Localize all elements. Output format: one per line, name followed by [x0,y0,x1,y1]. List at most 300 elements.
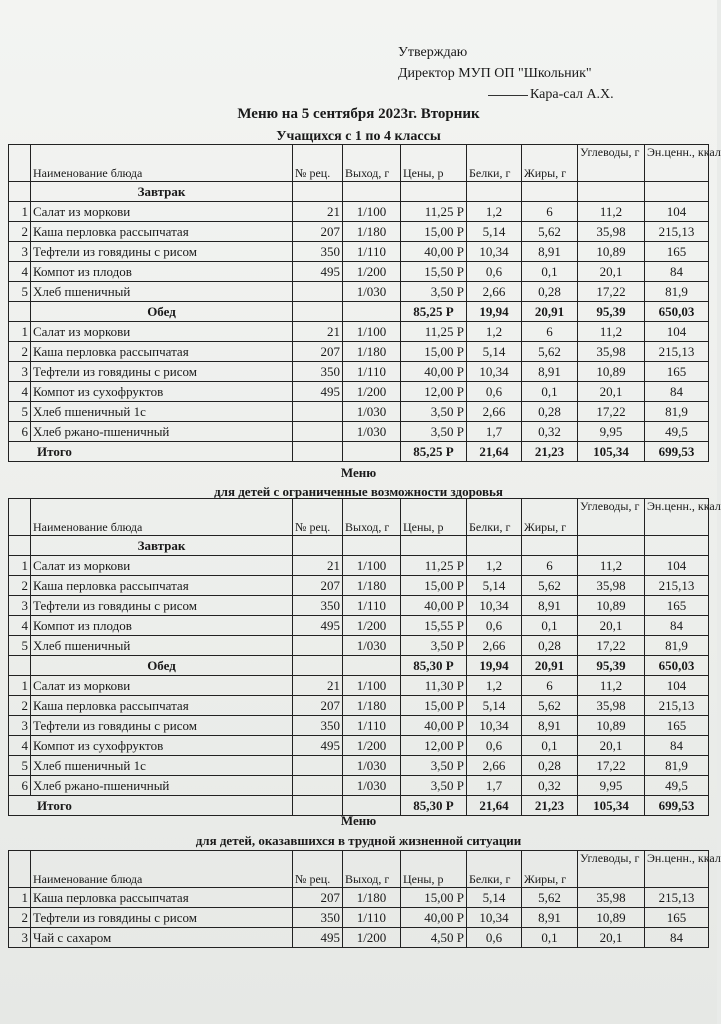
cell-recipe: 21 [293,202,343,222]
cell-price: 40,00 Р [401,596,467,616]
cell-fat: 5,62 [522,222,578,242]
header-protein: Белки, г [467,851,522,888]
table-row [9,342,709,362]
cell-price: 11,25 Р [401,322,467,342]
cell-n: 3 [9,596,31,616]
cell-empty [343,656,401,676]
cell-protein: 2,66 [467,402,522,422]
cell-name: Чай с сахаром [31,928,293,948]
total-energy: 699,53 [645,796,709,816]
cell-name: Каша перловка рассыпчатая [31,342,293,362]
cell-recipe: 207 [293,696,343,716]
cell-yield: 1/100 [343,322,401,342]
cell-n: 4 [9,262,31,282]
table-row [9,262,709,282]
cell-energy: 84 [645,262,709,282]
cell-n: 2 [9,576,31,596]
cell-price: 15,50 Р [401,262,467,282]
cell-name: Компот из сухофруктов [31,382,293,402]
cell-empty [293,536,343,556]
cell-name: Хлеб пшеничный [31,282,293,302]
cell-empty [578,536,645,556]
table-row [9,756,709,776]
cell-n: 5 [9,282,31,302]
cell-name: Салат из моркови [31,556,293,576]
cell-price: 40,00 Р [401,908,467,928]
cell-empty [293,302,343,322]
cell-yield: 1/030 [343,776,401,796]
cell-yield: 1/200 [343,382,401,402]
cell-yield: 1/200 [343,928,401,948]
cell-carbs: 10,89 [578,716,645,736]
cell-carbs: 17,22 [578,756,645,776]
cell-fat: 6 [522,322,578,342]
cell-energy: 165 [645,242,709,262]
cell-recipe [293,776,343,796]
table-row [9,736,709,756]
cell-protein: 5,14 [467,696,522,716]
cell-n: 5 [9,402,31,422]
table-row [9,422,709,442]
table-row [9,716,709,736]
table-header-row [9,851,709,888]
cell-price: 3,50 Р [401,776,467,796]
table-header-row [9,499,709,536]
cell-name: Салат из моркови [31,676,293,696]
section1-subtitle: Учащихся с 1 по 4 классы [276,129,441,144]
cell-protein: 0,6 [467,382,522,402]
table-row [9,776,709,796]
section3-subtitle: для детей, оказавшихся в трудной жизненной ситуации [195,833,522,848]
total-fat: 20,91 [522,656,578,676]
section1-title: Меню на 5 сентября 2023г. Вторник [237,106,480,122]
cell-fat: 0,28 [522,282,578,302]
cell-carbs: 35,98 [578,222,645,242]
cell-carbs: 20,1 [578,736,645,756]
cell-carbs: 17,22 [578,636,645,656]
header-carbs: Углеводы, г [578,145,645,182]
approval-signature [398,84,614,106]
cell-n: 6 [9,776,31,796]
cell-yield: 1/200 [343,616,401,636]
cell-recipe [293,282,343,302]
cell-price: 3,50 Р [401,282,467,302]
cell-energy: 165 [645,596,709,616]
cell-fat: 5,62 [522,696,578,716]
cell-empty [401,536,467,556]
cell-price: 15,55 Р [401,616,467,636]
cell-energy: 104 [645,676,709,696]
table-row [9,242,709,262]
header-name: Наименование блюда [31,145,293,182]
header-fat: Жиры, г [522,499,578,536]
cell-fat: 8,91 [522,242,578,262]
cell-fat: 0,28 [522,636,578,656]
cell-energy: 215,13 [645,342,709,362]
cell-fat: 0,1 [522,262,578,282]
meal-label-row [9,536,709,556]
cell-yield: 1/110 [343,242,401,262]
table-row [9,636,709,656]
cell-fat: 0,1 [522,382,578,402]
total-protein: 19,94 [467,656,522,676]
cell-protein: 1,2 [467,322,522,342]
cell-protein: 2,66 [467,282,522,302]
cell-n: 1 [9,322,31,342]
header-protein: Белки, г [467,499,522,536]
cell-empty [343,536,401,556]
section2-subtitle: для детей с ограниченные возможности здоровья [214,484,503,499]
cell-fat: 0,1 [522,928,578,948]
cell-energy: 104 [645,322,709,342]
cell-yield: 1/180 [343,342,401,362]
total-price: 85,30 Р [401,796,467,816]
cell-price: 40,00 Р [401,242,467,262]
cell-recipe [293,636,343,656]
cell-fat: 0,32 [522,422,578,442]
cell-carbs: 20,1 [578,382,645,402]
cell-name: Каша перловка рассыпчатая [31,576,293,596]
cell-fat: 0,28 [522,402,578,422]
total-fat: 21,23 [522,442,578,462]
header-recipe: № рец. [293,499,343,536]
cell-yield: 1/110 [343,716,401,736]
cell-empty [578,182,645,202]
table-row [9,888,709,908]
header-fat: Жиры, г [522,145,578,182]
cell-price: 40,00 Р [401,716,467,736]
cell-recipe [293,756,343,776]
cell-protein: 10,34 [467,242,522,262]
cell-recipe [293,422,343,442]
cell-recipe: 207 [293,222,343,242]
cell-recipe: 207 [293,888,343,908]
cell-energy: 215,13 [645,576,709,596]
table-row [9,908,709,928]
cell-n: 4 [9,616,31,636]
meal-label-row [9,656,709,676]
cell-recipe: 207 [293,342,343,362]
cell-yield: 1/030 [343,282,401,302]
cell-protein: 1,2 [467,676,522,696]
header-energy: Эн.ценн., ккал [645,145,709,182]
cell-recipe: 350 [293,596,343,616]
menu-table-grades-1-4 [8,144,721,462]
cell-carbs: 11,2 [578,202,645,222]
cell-name: Компот из плодов [31,262,293,282]
table-row [9,556,709,576]
table-row [9,202,709,222]
cell-energy: 49,5 [645,422,709,442]
cell-yield: 1/030 [343,422,401,442]
cell-yield: 1/100 [343,676,401,696]
cell-yield: 1/110 [343,908,401,928]
cell-fat: 0,32 [522,776,578,796]
cell-fat: 5,62 [522,576,578,596]
header-recipe: № рец. [293,145,343,182]
cell-n: 2 [9,342,31,362]
cell-name: Каша перловка рассыпчатая [31,696,293,716]
table-row [9,576,709,596]
cell-name: Тефтели из говядины с рисом [31,596,293,616]
cell-n: 3 [9,242,31,262]
table-row [9,596,709,616]
cell-protein: 0,6 [467,262,522,282]
cell-n: 3 [9,362,31,382]
cell-price: 12,00 Р [401,736,467,756]
cell-empty [293,442,343,462]
cell-name: Каша перловка рассыпчатая [31,888,293,908]
cell-empty [467,536,522,556]
header-carbs: Углеводы, г [578,499,645,536]
cell-recipe: 207 [293,576,343,596]
cell-price: 15,00 Р [401,222,467,242]
cell-price: 11,25 Р [401,202,467,222]
cell-name: Салат из моркови [31,202,293,222]
total-price: 85,25 Р [401,442,467,462]
cell-n: 5 [9,756,31,776]
cell-protein: 10,34 [467,908,522,928]
cell-yield: 1/110 [343,596,401,616]
cell-empty [401,182,467,202]
cell-recipe [293,402,343,422]
cell-name: Тефтели из говядины с рисом [31,908,293,928]
cell-empty [645,182,709,202]
cell-energy: 81,9 [645,282,709,302]
header-recipe: № рец. [293,851,343,888]
header-n [9,145,31,182]
total-label: Итого [9,796,293,816]
cell-fat: 5,62 [522,342,578,362]
cell-fat: 8,91 [522,908,578,928]
cell-carbs: 35,98 [578,888,645,908]
cell-yield: 1/030 [343,636,401,656]
cell-yield: 1/180 [343,576,401,596]
approval-line: Утверждаю [398,45,468,60]
cell-price: 4,50 Р [401,928,467,948]
section2-title: Меню [340,465,377,480]
cell-yield: 1/180 [343,888,401,908]
approval-director: Директор МУП ОП "Школьник" [398,66,592,81]
cell-yield: 1/100 [343,556,401,576]
total-carbs: 105,34 [578,442,645,462]
cell-energy: 104 [645,556,709,576]
cell-carbs: 17,22 [578,402,645,422]
cell-carbs: 35,98 [578,576,645,596]
cell-recipe: 350 [293,242,343,262]
cell-carbs: 10,89 [578,362,645,382]
cell-n: 1 [9,202,31,222]
cell-n: 4 [9,736,31,756]
total-energy: 650,03 [645,656,709,676]
cell-fat: 8,91 [522,362,578,382]
header-yield: Выход, г [343,145,401,182]
cell-energy: 84 [645,616,709,636]
cell-name: Тефтели из говядины с рисом [31,242,293,262]
cell-energy: 84 [645,928,709,948]
total-carbs: 105,34 [578,796,645,816]
cell-energy: 215,13 [645,222,709,242]
total-protein: 21,64 [467,796,522,816]
meal-label: Обед [31,302,293,322]
cell-energy: 84 [645,736,709,756]
table-row [9,616,709,636]
cell-n: 5 [9,636,31,656]
cell-name: Компот из сухофруктов [31,736,293,756]
cell-protein: 5,14 [467,888,522,908]
cell-price: 3,50 Р [401,756,467,776]
total-fat: 21,23 [522,796,578,816]
header-fat: Жиры, г [522,851,578,888]
cell-protein: 0,6 [467,928,522,948]
cell-empty [9,656,31,676]
cell-n: 3 [9,928,31,948]
total-fat: 20,91 [522,302,578,322]
cell-energy: 84 [645,382,709,402]
cell-energy: 49,5 [645,776,709,796]
total-protein: 21,64 [467,442,522,462]
cell-carbs: 20,1 [578,616,645,636]
cell-fat: 6 [522,676,578,696]
cell-name: Салат из моркови [31,322,293,342]
menu-table-disabilities [8,498,721,816]
total-carbs: 95,39 [578,302,645,322]
cell-n: 2 [9,696,31,716]
cell-price: 3,50 Р [401,422,467,442]
cell-empty [343,302,401,322]
meal-label: Завтрак [31,182,293,202]
cell-empty [645,536,709,556]
header-price: Цены, р [401,851,467,888]
cell-protein: 1,2 [467,556,522,576]
total-energy: 650,03 [645,302,709,322]
header-protein: Белки, г [467,145,522,182]
table-row [9,928,709,948]
table-header-row [9,145,709,182]
header-price: Цены, р [401,145,467,182]
cell-recipe: 350 [293,362,343,382]
cell-yield: 1/030 [343,756,401,776]
total-label: Итого [9,442,293,462]
cell-yield: 1/180 [343,222,401,242]
header-yield: Выход, г [343,851,401,888]
cell-carbs: 10,89 [578,242,645,262]
cell-n: 2 [9,222,31,242]
cell-energy: 81,9 [645,636,709,656]
cell-carbs: 10,89 [578,908,645,928]
header-energy: Эн.ценн., ккал [645,499,709,536]
table-row [9,222,709,242]
cell-n: 2 [9,908,31,928]
total-price: 85,30 Р [401,656,467,676]
cell-carbs: 9,95 [578,776,645,796]
cell-fat: 8,91 [522,716,578,736]
cell-fat: 0,1 [522,736,578,756]
cell-recipe: 21 [293,556,343,576]
meal-label-row [9,302,709,322]
cell-fat: 8,91 [522,596,578,616]
header-energy: Эн.ценн., ккал [645,851,709,888]
table-row [9,322,709,342]
cell-recipe: 350 [293,908,343,928]
total-protein: 19,94 [467,302,522,322]
cell-protein: 10,34 [467,362,522,382]
cell-yield: 1/100 [343,202,401,222]
table-row [9,382,709,402]
cell-empty [343,442,401,462]
cell-price: 15,00 Р [401,696,467,716]
table-row [9,402,709,422]
cell-energy: 215,13 [645,888,709,908]
cell-carbs: 10,89 [578,596,645,616]
cell-price: 11,25 Р [401,556,467,576]
cell-price: 11,30 Р [401,676,467,696]
total-energy: 699,53 [645,442,709,462]
table-row [9,696,709,716]
cell-protein: 5,14 [467,222,522,242]
cell-name: Хлеб пшеничный 1с [31,402,293,422]
cell-protein: 2,66 [467,636,522,656]
header-name: Наименование блюда [31,851,293,888]
cell-price: 15,00 Р [401,576,467,596]
table-row [9,676,709,696]
cell-price: 3,50 Р [401,636,467,656]
cell-recipe: 21 [293,322,343,342]
cell-carbs: 20,1 [578,928,645,948]
cell-protein: 1,7 [467,422,522,442]
cell-energy: 165 [645,362,709,382]
cell-fat: 6 [522,202,578,222]
menu-table-difficult-situation [8,850,721,948]
table-row [9,362,709,382]
cell-carbs: 11,2 [578,556,645,576]
cell-carbs: 17,22 [578,282,645,302]
cell-n: 1 [9,556,31,576]
cell-name: Хлеб ржано-пшеничный [31,422,293,442]
cell-yield: 1/030 [343,402,401,422]
cell-yield: 1/200 [343,262,401,282]
cell-empty [522,182,578,202]
cell-protein: 5,14 [467,576,522,596]
section3-title: Меню [340,813,377,828]
cell-energy: 215,13 [645,696,709,716]
cell-empty [522,536,578,556]
cell-protein: 10,34 [467,716,522,736]
cell-yield: 1/180 [343,696,401,716]
cell-price: 40,00 Р [401,362,467,382]
cell-yield: 1/110 [343,362,401,382]
cell-empty [467,182,522,202]
cell-protein: 2,66 [467,756,522,776]
cell-price: 3,50 Р [401,402,467,422]
cell-name: Хлеб пшеничный 1с [31,756,293,776]
cell-recipe: 495 [293,382,343,402]
totals-row [9,442,709,462]
cell-empty [293,656,343,676]
cell-price: 12,00 Р [401,382,467,402]
cell-price: 15,00 Р [401,888,467,908]
cell-n: 1 [9,888,31,908]
meal-label-row [9,182,709,202]
total-carbs: 95,39 [578,656,645,676]
table-row [9,282,709,302]
cell-name: Хлеб пшеничный [31,636,293,656]
cell-carbs: 9,95 [578,422,645,442]
header-name: Наименование блюда [31,499,293,536]
cell-n: 4 [9,382,31,402]
cell-fat: 0,1 [522,616,578,636]
cell-protein: 0,6 [467,616,522,636]
